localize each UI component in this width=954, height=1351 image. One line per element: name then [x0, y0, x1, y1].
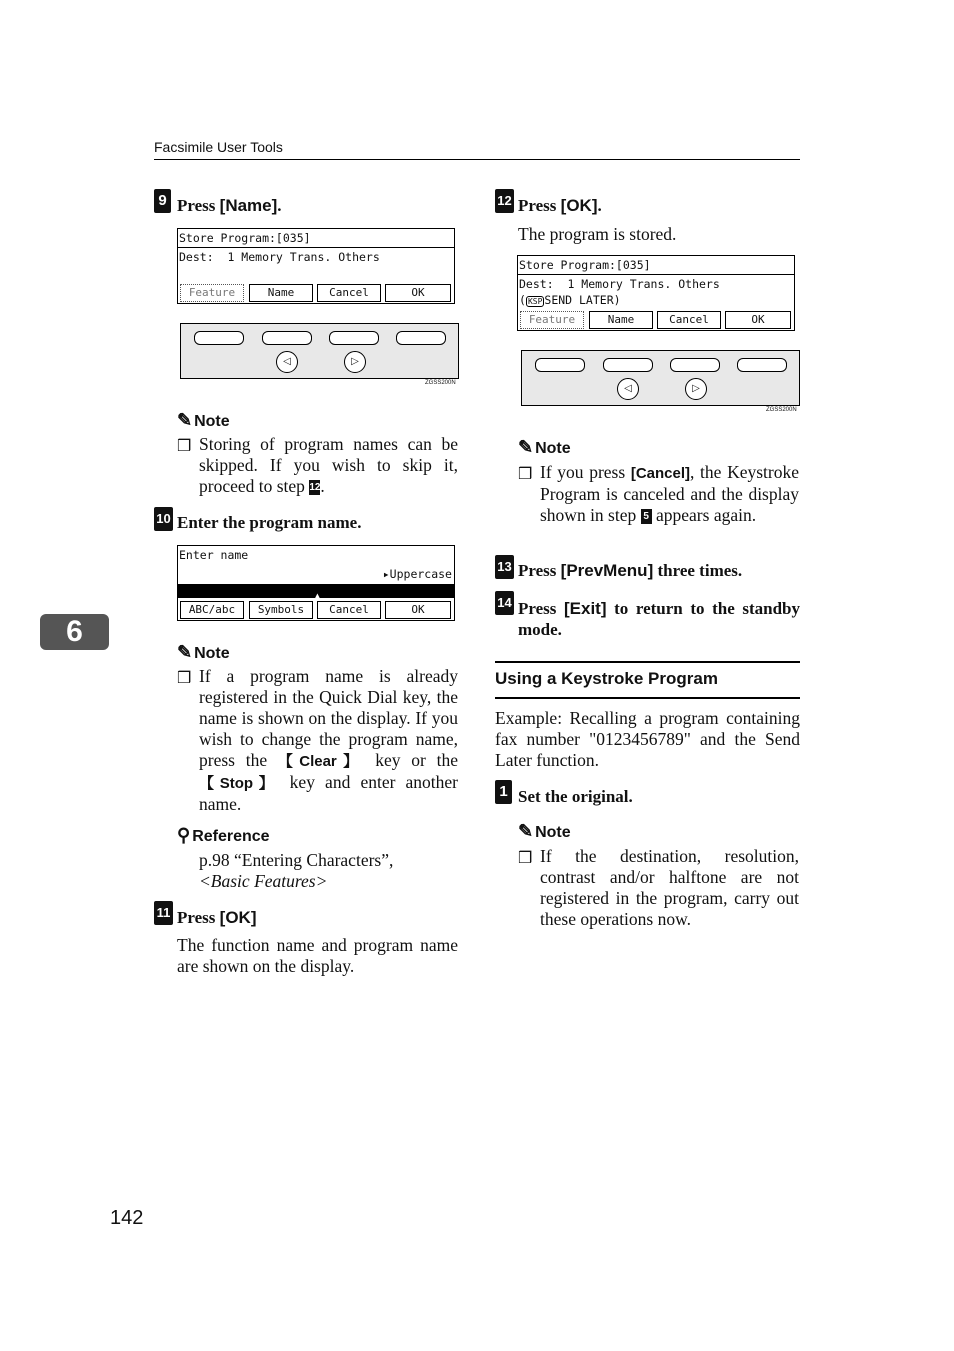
cancel-softkey[interactable]: Cancel	[317, 601, 381, 619]
selection-key-2[interactable]	[262, 331, 312, 345]
left-arrow-icon[interactable]: ◁	[276, 351, 298, 373]
name-softkey[interactable]: Name	[249, 284, 313, 302]
figure-code: ZGSS200N	[425, 380, 456, 386]
selection-key-2[interactable]	[603, 358, 653, 372]
reference-heading	[177, 825, 270, 846]
pencil-icon: ✎	[518, 821, 534, 841]
cancel-softkey[interactable]: Cancel	[657, 311, 721, 329]
note-9-text: Storing of program names can be skipped. If you wish to skip it, proceed to step	[199, 434, 458, 496]
step-12-body: The program is stored.	[518, 224, 677, 244]
step-12-badge: 12	[495, 189, 514, 213]
right-arrow-icon[interactable]: ▷	[344, 351, 366, 373]
note-label: Note	[535, 440, 571, 457]
step-14-title-suffix: to return to the standby mode.	[518, 599, 800, 639]
note-heading	[518, 437, 571, 458]
cursor-marker-icon: ▲	[315, 591, 320, 600]
note-9-end: .	[320, 476, 325, 496]
left-arrow-icon[interactable]: ◁	[617, 378, 639, 400]
note-10-text-2: key or the	[364, 750, 458, 770]
step-1-title: Set the original.	[518, 787, 633, 806]
step-12-ref: 12	[309, 482, 321, 494]
step-9-title-prefix: Press	[177, 196, 220, 215]
uppercase-mode: ▸Uppercase	[382, 567, 452, 581]
ok-key-ref: [OK]	[560, 196, 598, 215]
symbols-softkey[interactable]: Symbols	[249, 601, 313, 619]
note-12-text-2: , the Keystroke Program is canceled and the display shown in step	[540, 462, 799, 525]
note-1-text: If the destination, resolution, contrast and/or halftone are not registered in the program, carry out these operations now.	[540, 846, 799, 929]
reference-label: Reference	[192, 828, 270, 845]
lcd-softkey-row	[518, 311, 794, 329]
abc-abc-softkey[interactable]: ABC/abc	[180, 601, 244, 619]
example-text: Example: Recalling a program containing fax number "0123456789" and the Send Later function.	[495, 708, 800, 770]
magnifier-icon: ⚲	[177, 825, 191, 845]
ok-softkey[interactable]: OK	[385, 601, 451, 619]
checkbox-bullet-icon: ❒	[177, 670, 192, 687]
note-12-text-1: If you press	[540, 462, 631, 482]
step-13-title-prefix: Press	[518, 561, 561, 580]
step-5-ref: 5	[641, 509, 652, 524]
step-9-title-suffix: .	[277, 196, 282, 215]
reference-manual-name: <Basic Features>	[199, 871, 328, 891]
step-9-title	[177, 196, 282, 216]
pencil-icon: ✎	[177, 410, 193, 430]
checkbox-bullet-icon: ❒	[518, 850, 533, 867]
pencil-icon: ✎	[177, 642, 193, 662]
selection-key-4[interactable]	[737, 358, 787, 372]
exit-key-ref: [Exit]	[564, 599, 607, 618]
ok-key-ref: [OK]	[219, 908, 257, 927]
lcd-line-1: Store Program:[035]	[179, 231, 311, 245]
note-text	[540, 462, 799, 526]
lcd-prompt: Enter name	[179, 548, 249, 562]
key-panel-step-9	[180, 323, 459, 379]
checkbox-bullet-icon: ❒	[177, 438, 192, 455]
step-12-title	[518, 196, 602, 216]
step-12-title-prefix: Press	[518, 196, 561, 215]
lcd-softkey-row	[178, 284, 454, 302]
pencil-icon: ✎	[518, 437, 534, 457]
checkbox-bullet-icon: ❒	[518, 466, 533, 483]
lcd-softkey-row	[178, 601, 454, 619]
note-10-text-3: key and enter another name.	[199, 772, 459, 814]
lcd-line-2: Dest: 1 Memory Trans. Others	[179, 250, 380, 264]
section-title: Using a Keystroke Program	[495, 669, 718, 688]
stop-key-ref: 【Stop】	[199, 775, 280, 792]
lcd-line-1: Store Program:[035]	[519, 258, 651, 272]
step-11-title-prefix: Press	[177, 908, 220, 927]
prevmenu-key-ref: [PrevMenu]	[560, 561, 654, 580]
note-label: Note	[535, 824, 571, 841]
step-13-title	[518, 561, 742, 581]
step-14-title-prefix: Press	[518, 599, 564, 618]
step-14-title	[518, 598, 800, 640]
step-11-body: The function name and program name are shown on the display.	[177, 935, 458, 976]
page-number: 142	[110, 1207, 144, 1229]
lcd-separator	[178, 247, 454, 248]
section-rule-top	[495, 661, 800, 663]
step-14-badge: 14	[495, 591, 514, 615]
note-heading	[177, 642, 230, 663]
step-13-title-suffix: three times.	[653, 561, 743, 580]
note-heading	[518, 821, 571, 842]
step-12-title-suffix: .	[597, 196, 602, 215]
selection-key-3[interactable]	[329, 331, 379, 345]
key-panel-step-12	[521, 350, 800, 406]
note-text	[199, 434, 458, 497]
reference-text	[199, 850, 458, 892]
selection-key-1[interactable]	[535, 358, 585, 372]
section-rule-bottom	[495, 697, 800, 699]
clear-key-ref: 【Clear】	[277, 753, 365, 770]
lcd-display-step-9	[177, 228, 455, 304]
step-1-badge: 1	[495, 780, 512, 804]
step-11-badge: 11	[154, 901, 173, 925]
step-9-badge: 9	[154, 189, 171, 213]
note-heading	[177, 410, 230, 431]
step-10-badge: 10	[154, 507, 173, 531]
lcd-separator	[518, 274, 794, 275]
chapter-tab: 6	[40, 614, 109, 650]
note-label: Note	[194, 413, 230, 430]
name-key-ref: [Name]	[219, 196, 278, 215]
lcd-line-2: Dest: 1 Memory Trans. Others	[519, 277, 720, 291]
note-text	[199, 666, 458, 815]
feature-softkey[interactable]: Feature	[520, 311, 584, 329]
keystroke-program-icon: KSP	[527, 297, 543, 306]
note-12-text-3: appears again.	[651, 505, 757, 525]
ok-softkey[interactable]: OK	[385, 284, 451, 302]
ok-softkey[interactable]: OK	[725, 311, 791, 329]
lcd-line-3: ( KSP SEND LATER)	[519, 293, 621, 307]
step-10-title: Enter the program name.	[177, 513, 362, 532]
figure-code: ZGSS200N	[766, 407, 797, 413]
cancel-softkey[interactable]: Cancel	[317, 284, 381, 302]
feature-softkey[interactable]: Feature	[180, 284, 244, 302]
name-softkey[interactable]: Name	[589, 311, 653, 329]
send-later-text: SEND LATER)	[544, 293, 621, 307]
selection-key-4[interactable]	[396, 331, 446, 345]
note-10-text-1: If a program name is already registered in the Quick Dial key, the name is shown on the display. If you wish to change the program name, press the	[199, 666, 458, 770]
note-label: Note	[194, 645, 230, 662]
cancel-key-ref: [Cancel]	[630, 465, 691, 482]
step-13-badge: 13	[495, 555, 514, 579]
reference-link-text: p.98 “Entering Characters”,	[199, 850, 394, 870]
selection-key-1[interactable]	[194, 331, 244, 345]
right-arrow-icon[interactable]: ▷	[685, 378, 707, 400]
header-rule	[154, 159, 800, 160]
step-11-title	[177, 908, 256, 928]
selection-key-3[interactable]	[670, 358, 720, 372]
running-header: Facsimile User Tools	[154, 139, 283, 155]
lcd-display-step-12	[517, 255, 795, 331]
lcd-display-step-10	[177, 545, 455, 621]
